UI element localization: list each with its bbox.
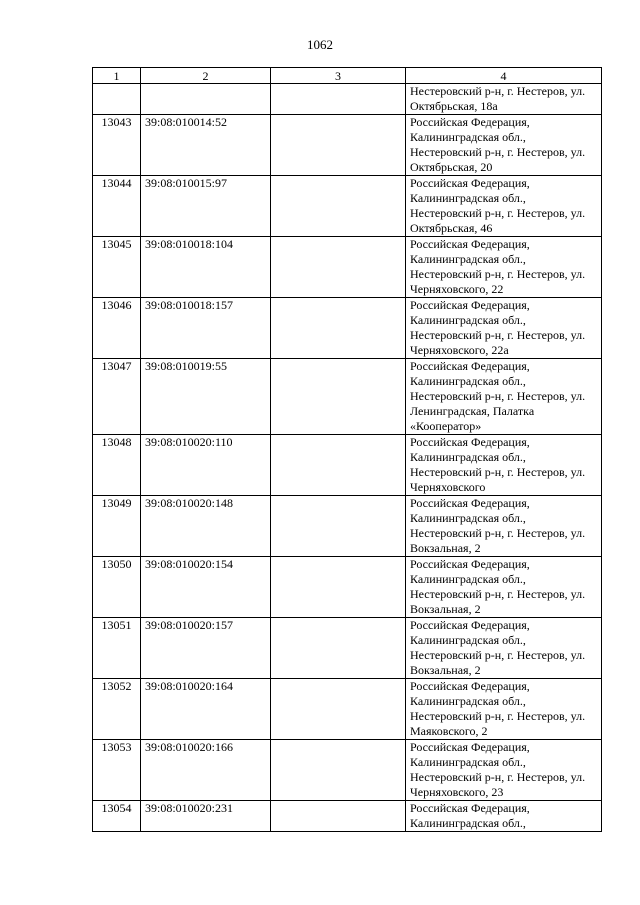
address-line: Калининградская обл., bbox=[410, 755, 526, 769]
address-line: Российская Федерация, bbox=[410, 115, 530, 129]
address-line: Нестеровский р-н, г. Нестеров, ул. bbox=[410, 206, 586, 220]
address-line: Калининградская обл., bbox=[410, 450, 526, 464]
row-number-cell: 13054 bbox=[93, 801, 141, 832]
table-row bbox=[93, 298, 602, 359]
address-line: Калининградская обл., bbox=[410, 191, 526, 205]
address-line: Нестеровский р-н, г. Нестеров, ул. bbox=[410, 770, 586, 784]
column-header-3: 3 bbox=[271, 68, 406, 84]
address-line: Нестеровский р-н, г. Нестеров, ул. bbox=[410, 267, 586, 281]
row-number-cell bbox=[93, 84, 141, 115]
address-line: Калининградская обл., bbox=[410, 633, 526, 647]
address-line: Черняховского, 23 bbox=[410, 785, 504, 799]
address-cell bbox=[406, 115, 602, 176]
table-row bbox=[93, 237, 602, 298]
address-line: Российская Федерация, bbox=[410, 435, 530, 449]
column-header-4: 4 bbox=[406, 68, 602, 84]
column-3-cell bbox=[271, 557, 406, 618]
table-header bbox=[93, 68, 602, 84]
address-line: Российская Федерация, bbox=[410, 618, 530, 632]
column-3-cell bbox=[271, 801, 406, 832]
row-number-cell: 13047 bbox=[93, 359, 141, 435]
row-number-cell: 13046 bbox=[93, 298, 141, 359]
table-row bbox=[93, 801, 602, 832]
address-line: Российская Федерация, bbox=[410, 801, 530, 815]
address-cell bbox=[406, 618, 602, 679]
address-line: Октябрьская, 18а bbox=[410, 99, 498, 113]
cadastral-number-cell: 39:08:010020:110 bbox=[141, 435, 271, 496]
address-line: Вокзальная, 2 bbox=[410, 541, 481, 555]
address-line: Калининградская обл., bbox=[410, 572, 526, 586]
address-cell bbox=[406, 298, 602, 359]
address-cell bbox=[406, 557, 602, 618]
address-line: Российская Федерация, bbox=[410, 740, 530, 754]
address-cell bbox=[406, 237, 602, 298]
table-row bbox=[93, 115, 602, 176]
address-line: Калининградская обл., bbox=[410, 374, 526, 388]
address-cell bbox=[406, 84, 602, 115]
address-line: Российская Федерация, bbox=[410, 679, 530, 693]
row-number-cell: 13044 bbox=[93, 176, 141, 237]
address-line: Вокзальная, 2 bbox=[410, 663, 481, 677]
address-line: Октябрьская, 20 bbox=[410, 160, 493, 174]
header-row bbox=[93, 68, 602, 84]
table-row bbox=[93, 740, 602, 801]
table-row bbox=[93, 679, 602, 740]
column-3-cell bbox=[271, 176, 406, 237]
cadastral-number-cell: 39:08:010019:55 bbox=[141, 359, 271, 435]
address-line: «Кооператор» bbox=[410, 419, 482, 433]
table-row bbox=[93, 496, 602, 557]
address-line: Калининградская обл., bbox=[410, 130, 526, 144]
cadastral-number-cell: 39:08:010014:52 bbox=[141, 115, 271, 176]
cadastral-number-cell: 39:08:010020:148 bbox=[141, 496, 271, 557]
column-3-cell bbox=[271, 740, 406, 801]
registry-table bbox=[92, 67, 602, 832]
cadastral-number-cell: 39:08:010015:97 bbox=[141, 176, 271, 237]
column-3-cell bbox=[271, 115, 406, 176]
cadastral-number-cell: 39:08:010020:154 bbox=[141, 557, 271, 618]
row-number-cell: 13053 bbox=[93, 740, 141, 801]
address-line: Нестеровский р-н, г. Нестеров, ул. bbox=[410, 84, 586, 98]
address-cell bbox=[406, 176, 602, 237]
address-line: Нестеровский р-н, г. Нестеров, ул. bbox=[410, 145, 586, 159]
row-number-cell: 13050 bbox=[93, 557, 141, 618]
address-line: Черняховского, 22 bbox=[410, 282, 504, 296]
cadastral-number-cell: 39:08:010020:157 bbox=[141, 618, 271, 679]
cadastral-number-cell bbox=[141, 84, 271, 115]
address-line: Калининградская обл., bbox=[410, 313, 526, 327]
address-line: Маяковского, 2 bbox=[410, 724, 488, 738]
address-line: Октябрьская, 46 bbox=[410, 221, 493, 235]
row-number-cell: 13049 bbox=[93, 496, 141, 557]
address-line: Российская Федерация, bbox=[410, 298, 530, 312]
address-line: Вокзальная, 2 bbox=[410, 602, 481, 616]
table-row bbox=[93, 435, 602, 496]
address-line: Российская Федерация, bbox=[410, 359, 530, 373]
row-number-cell: 13052 bbox=[93, 679, 141, 740]
address-line: Калининградская обл., bbox=[410, 511, 526, 525]
column-3-cell bbox=[271, 496, 406, 557]
column-3-cell bbox=[271, 359, 406, 435]
address-line: Нестеровский р-н, г. Нестеров, ул. bbox=[410, 465, 586, 479]
address-cell bbox=[406, 801, 602, 832]
address-line: Черняховского, 22а bbox=[410, 343, 509, 357]
row-number-cell: 13048 bbox=[93, 435, 141, 496]
address-line: Нестеровский р-н, г. Нестеров, ул. bbox=[410, 526, 586, 540]
row-number-cell: 13045 bbox=[93, 237, 141, 298]
address-line: Ленинградская, Палатка bbox=[410, 404, 535, 418]
cadastral-number-cell: 39:08:010020:164 bbox=[141, 679, 271, 740]
address-line: Калининградская обл., bbox=[410, 816, 526, 830]
address-cell bbox=[406, 359, 602, 435]
table-body bbox=[93, 84, 602, 832]
cadastral-number-cell: 39:08:010020:231 bbox=[141, 801, 271, 832]
address-line: Нестеровский р-н, г. Нестеров, ул. bbox=[410, 328, 586, 342]
column-header-1: 1 bbox=[93, 68, 141, 84]
row-number-cell: 13043 bbox=[93, 115, 141, 176]
address-line: Российская Федерация, bbox=[410, 237, 530, 251]
column-3-cell bbox=[271, 84, 406, 115]
address-line: Нестеровский р-н, г. Нестеров, ул. bbox=[410, 648, 586, 662]
address-line: Нестеровский р-н, г. Нестеров, ул. bbox=[410, 389, 586, 403]
column-3-cell bbox=[271, 679, 406, 740]
column-3-cell bbox=[271, 237, 406, 298]
address-line: Черняховского bbox=[410, 480, 486, 494]
address-line: Российская Федерация, bbox=[410, 496, 530, 510]
address-cell bbox=[406, 496, 602, 557]
table-row bbox=[93, 359, 602, 435]
column-3-cell bbox=[271, 298, 406, 359]
column-3-cell bbox=[271, 435, 406, 496]
cadastral-number-cell: 39:08:010020:166 bbox=[141, 740, 271, 801]
address-cell bbox=[406, 679, 602, 740]
address-line: Российская Федерация, bbox=[410, 176, 530, 190]
cadastral-number-cell: 39:08:010018:157 bbox=[141, 298, 271, 359]
table-row bbox=[93, 84, 602, 115]
table-row bbox=[93, 176, 602, 237]
table-row bbox=[93, 557, 602, 618]
address-line: Калининградская обл., bbox=[410, 252, 526, 266]
address-line: Нестеровский р-н, г. Нестеров, ул. bbox=[410, 587, 586, 601]
page-number: 1062 bbox=[307, 37, 333, 52]
address-line: Российская Федерация, bbox=[410, 557, 530, 571]
column-3-cell bbox=[271, 618, 406, 679]
cadastral-number-cell: 39:08:010018:104 bbox=[141, 237, 271, 298]
row-number-cell: 13051 bbox=[93, 618, 141, 679]
address-line: Нестеровский р-н, г. Нестеров, ул. bbox=[410, 709, 586, 723]
table-row bbox=[93, 618, 602, 679]
address-cell bbox=[406, 435, 602, 496]
column-header-2: 2 bbox=[141, 68, 271, 84]
address-cell bbox=[406, 740, 602, 801]
address-line: Калининградская обл., bbox=[410, 694, 526, 708]
